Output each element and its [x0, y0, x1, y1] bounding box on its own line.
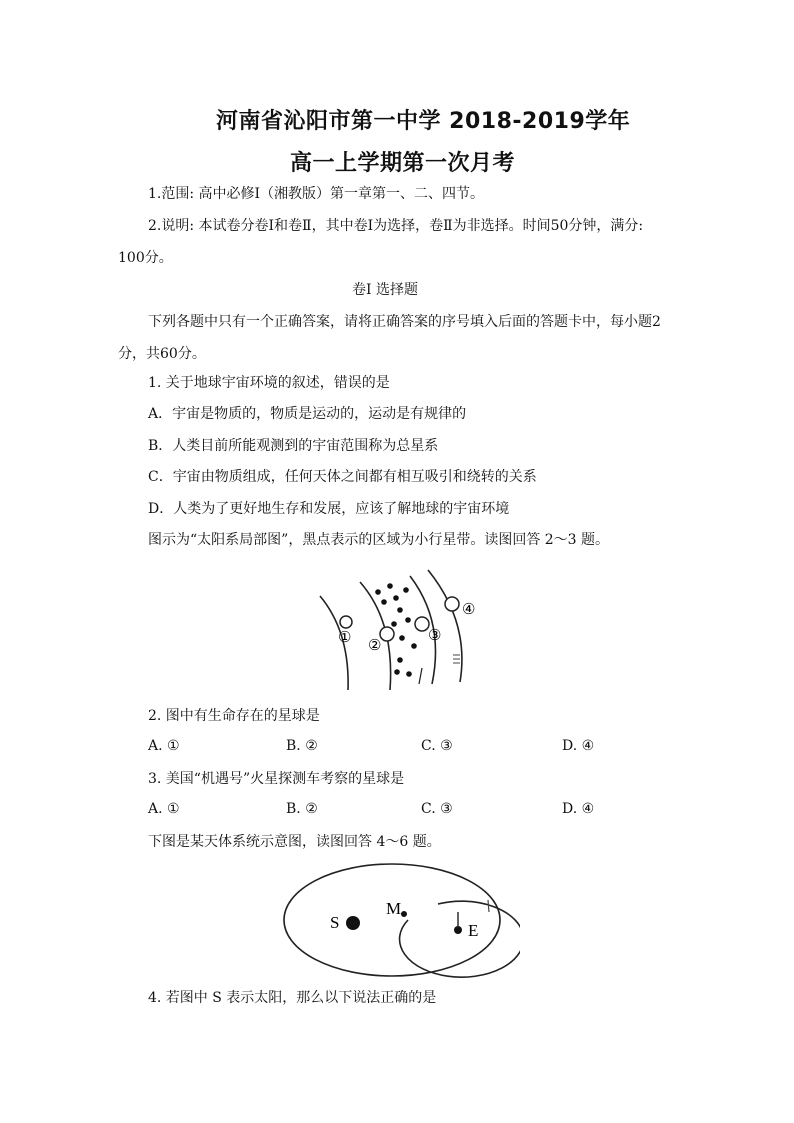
question-1-stem: 1. 关于地球宇宙环境的叙述，错误的是 — [148, 375, 390, 391]
question-2-option-b: B. ② — [286, 738, 318, 754]
question-4-stem: 4. 若图中 S 表示太阳，那么以下说法正确的是 — [148, 990, 437, 1006]
exam-title: 河南省沁阳市第一中学 2018-2019学年 — [216, 109, 631, 134]
instructions-line1: 下列各题中只有一个正确答案，请将正确答案的序号填入后面的答题卡中，每小题2 — [148, 314, 661, 330]
note-description-cont: 100分。 — [118, 250, 173, 266]
note-scope: 1.范围: 高中必修Ⅰ（湘教版）第一章第一、二、四节。 — [148, 186, 485, 202]
question-3-option-c: C. ③ — [421, 801, 453, 817]
planet-4 — [445, 597, 459, 611]
question-2-stem: 2. 图中有生命存在的星球是 — [148, 708, 320, 724]
outer-orbit — [284, 864, 500, 976]
label-s: S — [330, 913, 340, 932]
planet-1 — [340, 616, 352, 628]
planet-2 — [380, 627, 394, 641]
body-m — [401, 911, 407, 917]
question-2-option-c: C. ③ — [421, 738, 453, 754]
figure-1-intro: 图示为“太阳系局部图”，黑点表示的区域为小行星带。读图回答 2～3 题。 — [148, 532, 610, 548]
label-e: E — [468, 921, 479, 940]
question-1-option-b: B．人类目前所能观测到的宇宙范围称为总星系 — [148, 438, 439, 454]
question-3-option-d: D. ④ — [562, 801, 595, 817]
question-2-option-a: A. ① — [148, 738, 180, 754]
celestial-system-figure — [280, 862, 520, 978]
inner-orbit — [400, 901, 520, 977]
question-3-option-a: A. ① — [148, 801, 180, 817]
sun-s — [346, 916, 360, 930]
question-2-option-d: D. ④ — [562, 738, 595, 754]
label-1: ① — [338, 630, 352, 646]
solar-system-figure — [310, 562, 500, 694]
instructions-line2: 分，共60分。 — [118, 346, 206, 362]
note-description: 2.说明: 本试卷分卷Ⅰ和卷Ⅱ，其中卷Ⅰ为选择，卷Ⅱ为非选择。时间50分钟，满分: — [148, 218, 644, 234]
label-3: ③ — [428, 628, 442, 644]
label-4: ④ — [462, 602, 476, 618]
question-3-option-b: B. ② — [286, 801, 318, 817]
label-2: ② — [368, 638, 382, 654]
question-1-option-d: D．人类为了更好地生存和发展，应该了解地球的宇宙环境 — [148, 501, 510, 517]
question-3-stem: 3. 美国“机遇号”火星探测车考察的星球是 — [148, 771, 405, 787]
planet-3 — [415, 617, 429, 631]
figure-2-intro: 下图是某天体系统示意图，读图回答 4～6 题。 — [148, 834, 441, 850]
label-m: M — [386, 899, 402, 918]
question-1-option-c: C．宇宙由物质组成，任何天体之间都有相互吸引和绕转的关系 — [148, 469, 537, 485]
question-1-option-a: A．宇宙是物质的，物质是运动的，运动是有规律的 — [148, 406, 467, 422]
section-title: 卷Ⅰ 选择题 — [352, 282, 418, 298]
exam-subtitle: 高一上学期第一次月考 — [290, 151, 516, 176]
